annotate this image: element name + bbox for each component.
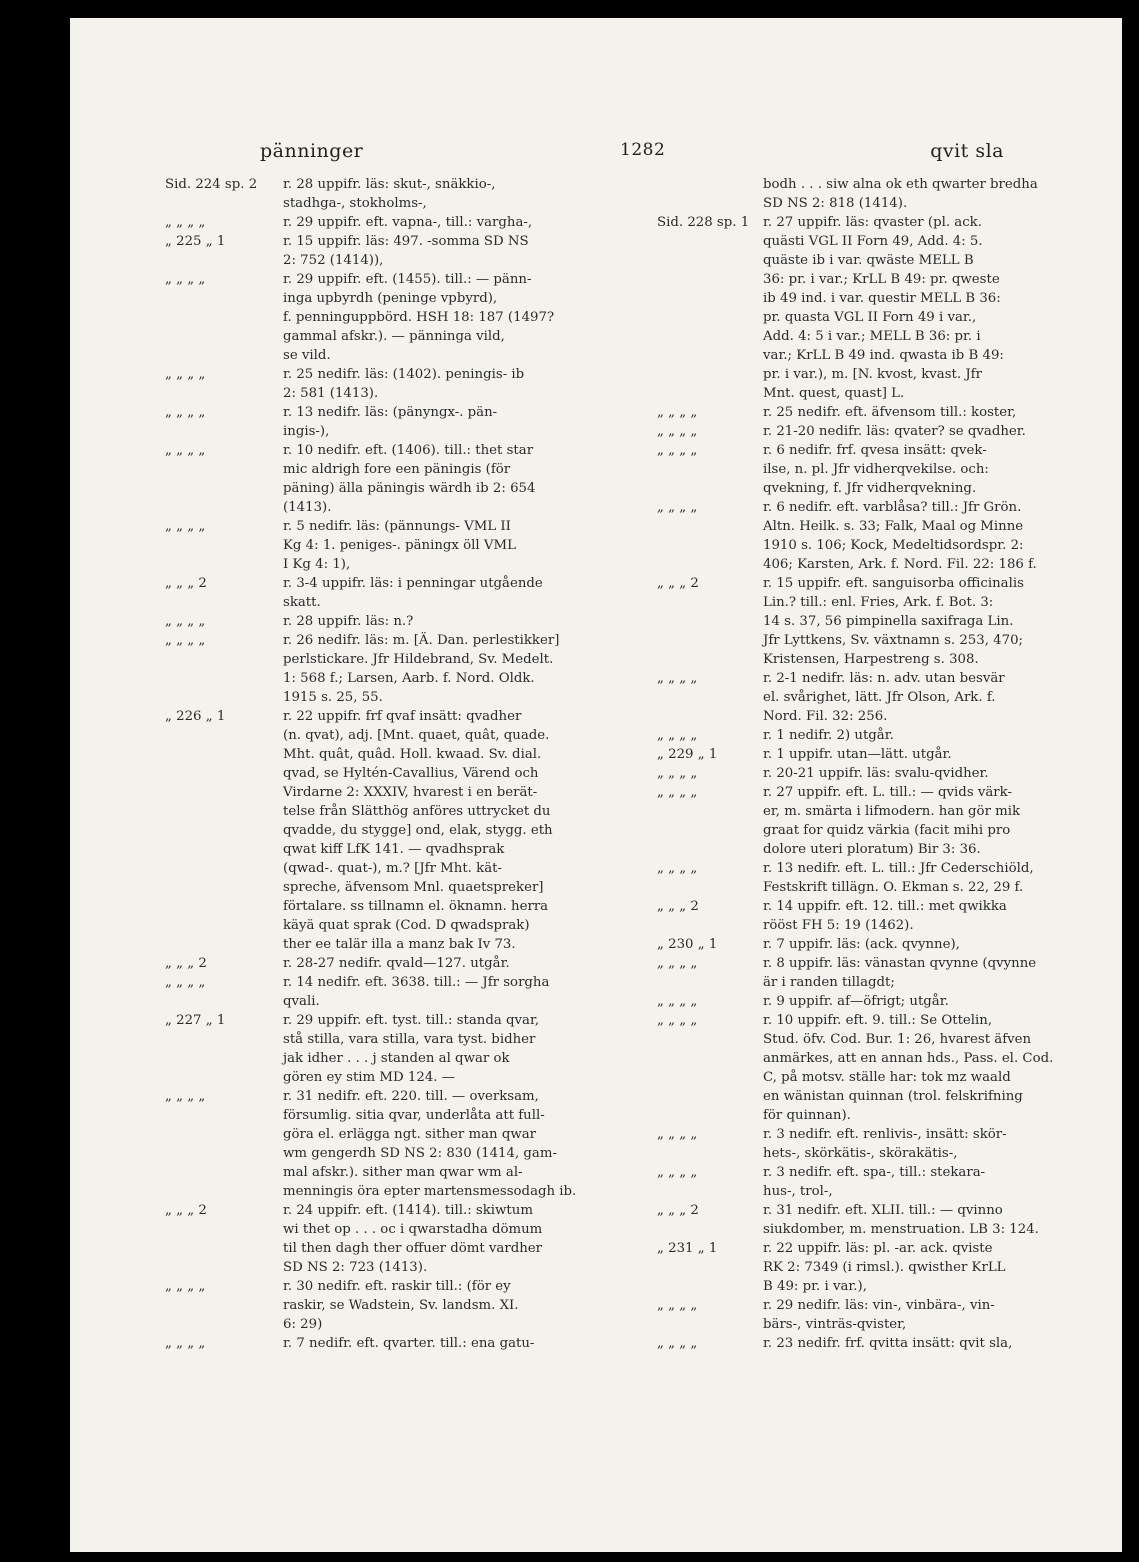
entry-line: skatt.: [283, 595, 321, 610]
entry-line: qvali.: [283, 994, 320, 1009]
entry-reference: „ „ „ „: [657, 443, 698, 458]
entry-line: C, på motsv. ställe har: tok mz waald: [763, 1070, 1011, 1085]
entry-reference: „ „ „ 2: [657, 1203, 699, 1218]
entry-line: r. 3 nedifr. eft. spa-, till.: stekara-: [763, 1165, 986, 1180]
entry-line: B 49: pr. i var.),: [763, 1279, 867, 1294]
entry-line: r. 27 uppifr. eft. L. till.: — qvids värk-: [763, 785, 1012, 800]
correction-entry: [657, 935, 1097, 954]
entry-text: [763, 1334, 1097, 1353]
entry-line: stadhga-, stokholms-,: [283, 196, 427, 211]
entry-reference: „ „ „ „: [657, 1298, 698, 1313]
entry-line: r. 1 nedifr. 2) utgår.: [763, 728, 894, 743]
entry-reference: „ „ „ „: [657, 1127, 698, 1142]
entry-text: [763, 441, 1097, 498]
entry-text: [763, 1296, 1097, 1334]
entry-reference: „ „ „ 2: [165, 576, 207, 591]
entry-line: r. 31 nedifr. eft. 220. till. — overksam,: [283, 1089, 539, 1104]
entry-reference: „ „ „ „: [165, 1336, 206, 1351]
entry-line: käyä quat sprak (Cod. D qwadsprak): [283, 918, 530, 933]
entry-text: [283, 1011, 670, 1087]
correction-entry: [165, 612, 670, 631]
entry-reference: „ „ „ „: [165, 367, 206, 382]
entry-line: ib 49 ind. i var. questir MELL B 36:: [763, 291, 1001, 306]
entry-text: [763, 1201, 1097, 1239]
entry-reference: „ „ „ „: [165, 405, 206, 420]
entry-line: r. 23 nedifr. frf. qvitta insätt: qvit sla,: [763, 1336, 1013, 1351]
page: [70, 18, 1122, 1552]
correction-entry: [657, 422, 1097, 441]
entry-reference: „ „ „ „: [165, 1279, 206, 1294]
entry-reference: „ „ „ „: [657, 956, 698, 971]
entry-line: er, m. smärta i lifmodern. han gör mik: [763, 804, 1021, 819]
correction-entry: [165, 973, 670, 1011]
entry-line: bodh . . . siw alna ok eth qwarter bredha: [763, 177, 1038, 192]
correction-entry: [657, 1125, 1097, 1163]
correction-entry: [165, 403, 670, 441]
entry-reference: „ „ „ „: [165, 519, 206, 534]
entry-line: stå stilla, vara stilla, vara tyst. bidher: [283, 1032, 536, 1047]
entry-reference: „ „ „ „: [165, 633, 206, 648]
entry-line: r. 3-4 uppifr. läs: i penningar utgående: [283, 576, 543, 591]
entry-text: [763, 669, 1097, 726]
entry-line: anmärkes, att en annan hds., Pass. el. Cod.: [763, 1051, 1054, 1066]
entry-text: [763, 175, 1097, 213]
entry-line: päning) älla päningis wärdh ib 2: 654: [283, 481, 536, 496]
correction-entry: [657, 745, 1097, 764]
entry-line: r. 28 uppifr. läs: skut-, snäkkio-,: [283, 177, 496, 192]
entry-line: f. penninguppbörd. HSH 18: 187 (1497?: [283, 310, 555, 325]
correction-entry: [165, 441, 670, 517]
entry-line: r. 20-21 uppifr. läs: svalu-qvidher.: [763, 766, 989, 781]
entry-line: gören ey stim MD 124. —: [283, 1070, 456, 1085]
entry-reference: „ „ „ „: [657, 671, 698, 686]
entry-line: för quinnan).: [763, 1108, 851, 1123]
correction-entry: [657, 783, 1097, 859]
entry-line: I Kg 4: 1),: [283, 557, 351, 572]
correction-entry: [657, 441, 1097, 498]
entry-line: en wänistan quinnan (trol. felskrifning: [763, 1089, 1023, 1104]
entry-line: RK 2: 7349 (i rimsl.). qwisther KrLL: [763, 1260, 1006, 1275]
entry-reference: „ 226 „ 1: [165, 709, 226, 724]
correction-entry: [657, 859, 1097, 897]
entry-line: qvekning, f. Jfr vidherqvekning.: [763, 481, 977, 496]
entry-line: rööst FH 5: 19 (1462).: [763, 918, 914, 933]
entry-text: [283, 1201, 670, 1277]
entry-text: [763, 1239, 1097, 1296]
entry-reference: „ „ „ „: [657, 861, 698, 876]
entry-line: qvadde, du stygge] ond, elak, stygg. eth: [283, 823, 553, 838]
entry-line: r. 30 nedifr. eft. raskir till.: (för ey: [283, 1279, 511, 1294]
correction-entry: [165, 365, 670, 403]
entry-line: ingis-),: [283, 424, 330, 439]
entry-line: r. 28 uppifr. läs: n.?: [283, 614, 414, 629]
entry-line: (1413).: [283, 500, 332, 515]
entry-line: r. 14 nedifr. eft. 3638. till.: — Jfr sorgha: [283, 975, 550, 990]
entry-text: [283, 365, 670, 403]
entry-line: Virdarne 2: XXXIV, hvarest i en berät-: [283, 785, 538, 800]
entry-line: r. 25 nedifr. läs: (1402). peningis- ib: [283, 367, 525, 382]
entry-line: är i randen tillagdt;: [763, 975, 895, 990]
correction-entry: [165, 1334, 670, 1353]
entry-line: ilse, n. pl. Jfr vidherqvekilse. och:: [763, 462, 989, 477]
correction-entry: [657, 954, 1097, 992]
entry-line: r. 27 uppifr. läs: qvaster (pl. ack.: [763, 215, 982, 230]
correction-entry: [165, 517, 670, 574]
entry-line: Lin.? till.: enl. Fries, Ark. f. Bot. 3:: [763, 595, 994, 610]
entry-reference: „ „ „ „: [165, 1089, 206, 1104]
entry-line: menningis öra epter martensmessodagh ib.: [283, 1184, 577, 1199]
correction-entry: [657, 175, 1097, 213]
correction-entry: [165, 175, 670, 213]
entry-line: r. 29 uppifr. eft. vapna-, till.: vargha-,: [283, 215, 533, 230]
entry-reference: „ „ „ „: [657, 785, 698, 800]
running-head-right: qvit sla: [930, 140, 1004, 162]
entry-text: [283, 1087, 670, 1201]
entry-reference: „ „ „ „: [657, 1013, 698, 1028]
entry-line: mic aldrigh fore een päningis (för: [283, 462, 511, 477]
entry-text: [283, 707, 670, 954]
entry-line: 1910 s. 106; Kock, Medeltidsordspr. 2:: [763, 538, 1024, 553]
entry-line: r. 13 nedifr. läs: (pänyngx-. pän-: [283, 405, 498, 420]
entry-line: r. 3 nedifr. eft. renlivis-, insätt: skör-: [763, 1127, 1007, 1142]
entry-reference: „ „ „ 2: [657, 899, 699, 914]
entry-line: r. 13 nedifr. eft. L. till.: Jfr Cederschiöld,: [763, 861, 1034, 876]
entry-text: [763, 403, 1097, 422]
entry-text: [763, 954, 1097, 992]
entry-reference: „ 225 „ 1: [165, 234, 226, 249]
correction-entry: [657, 1239, 1097, 1296]
correction-entry: [657, 1011, 1097, 1125]
correction-entry: [657, 403, 1097, 422]
entry-reference: „ „ „ „: [165, 215, 206, 230]
entry-text: [763, 1163, 1097, 1201]
entry-reference: Sid. 224 sp. 2: [165, 177, 258, 192]
entry-line: Kg 4: 1. peniges-. päningx öll VML: [283, 538, 516, 553]
entry-line: r. 6 nedifr. frf. qvesa insätt: qvek-: [763, 443, 987, 458]
entry-line: r. 10 uppifr. eft. 9. till.: Se Ottelin,: [763, 1013, 993, 1028]
entry-line: r. 28-27 nedifr. qvald—127. utgår.: [283, 956, 510, 971]
entry-text: [763, 1125, 1097, 1163]
correction-entry: [165, 707, 670, 954]
entry-line: r. 15 uppifr. eft. sanguisorba officinalis: [763, 576, 1024, 591]
entry-text: [283, 1277, 670, 1334]
entry-reference: „ „ „ „: [165, 614, 206, 629]
correction-entry: [165, 1011, 670, 1087]
entry-text: [763, 764, 1097, 783]
entry-text: [283, 175, 670, 213]
entry-line: 6: 29): [283, 1317, 323, 1332]
correction-entry: [165, 1201, 670, 1277]
entry-line: r. 1 uppifr. utan—lätt. utgår.: [763, 747, 952, 762]
entry-line: Add. 4: 5 i var.; MELL B 36: pr. i: [763, 329, 981, 344]
correction-entry: [657, 726, 1097, 745]
running-head-left: pänninger: [260, 140, 364, 162]
entry-line: r. 7 nedifr. eft. qvarter. till.: ena gatu-: [283, 1336, 535, 1351]
correction-entry: [165, 232, 670, 270]
page-number: 1282: [620, 140, 666, 160]
entry-reference: [657, 175, 763, 213]
entry-reference: „ „ „ „: [165, 975, 206, 990]
entry-line: SD NS 2: 723 (1413).: [283, 1260, 428, 1275]
entry-line: 1: 568 f.; Larsen, Aarb. f. Nord. Oldk.: [283, 671, 535, 686]
entry-line: jak idher . . . j standen al qwar ok: [283, 1051, 510, 1066]
entry-line: el. svårighet, lätt. Jfr Olson, Ark. f.: [763, 690, 996, 705]
entry-line: hets-, skörkätis-, skörakätis-,: [763, 1146, 958, 1161]
entry-line: (n. qvat), adj. [Mnt. quaet, quât, quade.: [283, 728, 550, 743]
entry-line: r. 22 uppifr. läs: pl. -ar. ack. qviste: [763, 1241, 993, 1256]
correction-entry: [657, 897, 1097, 935]
correction-entry: [657, 669, 1097, 726]
entry-line: Jfr Lyttkens, Sv. växtnamn s. 253, 470;: [763, 633, 1024, 648]
entry-text: [283, 213, 670, 232]
entry-line: quäste ib i var. qwäste MELL B: [763, 253, 974, 268]
entry-reference: „ „ „ 2: [657, 576, 699, 591]
correction-entry: [165, 954, 670, 973]
entry-text: [763, 498, 1097, 574]
entry-reference: „ 230 „ 1: [657, 937, 718, 952]
entry-line: spreche, äfvensom Mnl. quaetspreker]: [283, 880, 544, 895]
entry-text: [283, 631, 670, 707]
entry-reference: „ „ „ „: [657, 405, 698, 420]
entry-line: r. 21-20 nedifr. läs: qvater? se qvadher.: [763, 424, 1026, 439]
entry-reference: „ „ „ „: [657, 500, 698, 515]
entry-line: qvad, se Hyltén-Cavallius, Värend och: [283, 766, 539, 781]
entry-text: [283, 270, 670, 365]
entry-line: försumlig. sitia qvar, underlåta att full-: [283, 1108, 545, 1123]
entry-line: Altn. Heilk. s. 33; Falk, Maal og Minne: [763, 519, 1024, 534]
entry-line: mal afskr.). sither man qwar wm al-: [283, 1165, 523, 1180]
entry-line: til then dagh ther offuer dömt vardher: [283, 1241, 543, 1256]
entry-text: [283, 517, 670, 574]
entry-line: r. 29 uppifr. eft. tyst. till.: standa qvar,: [283, 1013, 540, 1028]
entry-reference: „ 227 „ 1: [165, 1013, 226, 1028]
correction-entry: [165, 631, 670, 707]
entry-reference: „ „ „ „: [657, 424, 698, 439]
entry-text: [763, 422, 1097, 441]
entry-line: se vild.: [283, 348, 331, 363]
entry-line: wm gengerdh SD NS 2: 830 (1414, gam-: [283, 1146, 557, 1161]
entry-text: [283, 403, 670, 441]
entry-line: r. 8 uppifr. läs: vänastan qvynne (qvynne: [763, 956, 1037, 971]
entry-line: r. 22 uppifr. frf qvaf insätt: qvadher: [283, 709, 522, 724]
entry-line: hus-, trol-,: [763, 1184, 833, 1199]
entry-line: r. 14 uppifr. eft. 12. till.: met qwikka: [763, 899, 1007, 914]
entry-line: Kristensen, Harpestreng s. 308.: [763, 652, 979, 667]
correction-entry: [165, 213, 670, 232]
entry-text: [283, 612, 670, 631]
entry-text: [763, 213, 1097, 403]
entry-text: [763, 859, 1097, 897]
entry-line: graat for quidz värkia (facit mihi pro: [763, 823, 1011, 838]
entry-line: r. 24 uppifr. eft. (1414). till.: skiwtum: [283, 1203, 533, 1218]
entry-line: quästi VGL II Forn 49, Add. 4: 5.: [763, 234, 983, 249]
entry-text: [283, 574, 670, 612]
entry-reference: „ 229 „ 1: [657, 747, 718, 762]
entry-line: SD NS 2: 818 (1414).: [763, 196, 908, 211]
entry-reference: „ „ „ „: [657, 1165, 698, 1180]
entry-line: ther ee talär illa a manz bak Iv 73.: [283, 937, 516, 952]
correction-entry: [657, 764, 1097, 783]
entry-line: (qwad-. quat-), m.? [Jfr Mht. kät-: [283, 861, 502, 876]
entry-line: r. 25 nedifr. eft. äfvensom till.: koster,: [763, 405, 1017, 420]
entry-line: Mnt. quest, quast] L.: [763, 386, 905, 401]
correction-entry: [165, 270, 670, 365]
entry-line: Festskrift tillägn. O. Ekman s. 22, 29 f.: [763, 880, 1024, 895]
entry-line: Nord. Fil. 32: 256.: [763, 709, 888, 724]
entry-line: r. 10 nedifr. eft. (1406). till.: thet star: [283, 443, 534, 458]
entry-text: [283, 441, 670, 517]
entry-line: wi thet op . . . oc i qwarstadha dömum: [283, 1222, 543, 1237]
entry-line: gammal afskr.). — pänninga vild,: [283, 329, 505, 344]
entry-line: r. 31 nedifr. eft. XLII. till.: — qvinno: [763, 1203, 1003, 1218]
entry-line: r. 6 nedifr. eft. varblåsa? till.: Jfr Grön.: [763, 500, 1022, 515]
entry-line: perlstickare. Jfr Hildebrand, Sv. Medelt.: [283, 652, 554, 667]
entry-line: pr. i var.), m. [N. kvost, kvast. Jfr: [763, 367, 982, 382]
correction-entry: [657, 1163, 1097, 1201]
entry-line: var.; KrLL B 49 ind. qwasta ib B 49:: [763, 348, 1004, 363]
entry-line: r. 9 uppifr. af—öfrigt; utgår.: [763, 994, 949, 1009]
entry-line: Mht. quât, quâd. Holl. kwaad. Sv. dial.: [283, 747, 542, 762]
entry-line: inga upbyrdh (peninge vpbyrd),: [283, 291, 498, 306]
entry-line: 2: 752 (1414)),: [283, 253, 384, 268]
entry-text: [763, 935, 1097, 954]
entry-line: 36: pr. i var.; KrLL B 49: pr. qweste: [763, 272, 1000, 287]
entry-line: r. 29 uppifr. eft. (1455). till.: — pänn-: [283, 272, 532, 287]
entry-text: [763, 745, 1097, 764]
entry-line: qwat kiff LfK 141. — qvadhsprak: [283, 842, 505, 857]
entry-line: 406; Karsten, Ark. f. Nord. Fil. 22: 186 f.: [763, 557, 1037, 572]
entry-reference: „ „ „ „: [657, 994, 698, 1009]
entry-text: [283, 973, 670, 1011]
entry-line: r. 26 nedifr. läs: m. [Ä. Dan. perlestikker]: [283, 633, 560, 648]
entry-line: 14 s. 37, 56 pimpinella saxifraga Lin.: [763, 614, 1014, 629]
entry-line: r. 29 nedifr. läs: vin-, vinbära-, vin-: [763, 1298, 995, 1313]
entry-reference: „ „ „ 2: [165, 956, 207, 971]
left-column: [165, 175, 670, 1353]
entry-text: [283, 954, 670, 973]
entry-line: r. 5 nedifr. läs: (pännungs- VML II: [283, 519, 511, 534]
right-column: [657, 175, 1097, 1353]
entry-text: [763, 1011, 1097, 1125]
entry-reference: „ „ „ „: [657, 766, 698, 781]
correction-entry: [657, 1296, 1097, 1334]
entry-text: [763, 783, 1097, 859]
entry-line: göra el. erlägga ngt. sither man qwar: [283, 1127, 536, 1142]
entry-line: dolore uteri ploratum) Bir 3: 36.: [763, 842, 981, 857]
entry-line: Stud. öfv. Cod. Bur. 1: 26, hvarest äfven: [763, 1032, 1032, 1047]
entry-text: [763, 897, 1097, 935]
entry-line: pr. quasta VGL II Forn 49 i var.,: [763, 310, 977, 325]
entry-reference: „ „ „ „: [657, 1336, 698, 1351]
correction-entry: [657, 1201, 1097, 1239]
correction-entry: [657, 574, 1097, 669]
entry-line: r. 2-1 nedifr. läs: n. adv. utan besvär: [763, 671, 1005, 686]
entry-line: förtalare. ss tillnamn el. öknamn. herra: [283, 899, 549, 914]
correction-entry: [657, 992, 1097, 1011]
entry-reference: „ „ „ „: [657, 728, 698, 743]
correction-entry: [657, 498, 1097, 574]
entry-reference: Sid. 228 sp. 1: [657, 215, 750, 230]
correction-entry: [165, 1277, 670, 1334]
entry-line: telse från Slätthög anföres uttrycket du: [283, 804, 551, 819]
entry-line: r. 7 uppifr. läs: (ack. qvynne),: [763, 937, 960, 952]
entry-line: 2: 581 (1413).: [283, 386, 379, 401]
correction-entry: [165, 1087, 670, 1201]
correction-entry: [165, 574, 670, 612]
entry-reference: „ „ „ 2: [165, 1203, 207, 1218]
entry-text: [283, 1334, 670, 1353]
correction-entry: [657, 213, 1097, 403]
entry-text: [763, 726, 1097, 745]
entry-line: 1915 s. 25, 55.: [283, 690, 383, 705]
entry-line: raskir, se Wadstein, Sv. landsm. XI.: [283, 1298, 519, 1313]
entry-line: siukdomber, m. menstruation. LB 3: 124.: [763, 1222, 1039, 1237]
entry-text: [763, 574, 1097, 669]
correction-entry: [657, 1334, 1097, 1353]
entry-reference: „ „ „ „: [165, 443, 206, 458]
entry-reference: „ 231 „ 1: [657, 1241, 718, 1256]
entry-text: [763, 992, 1097, 1011]
entry-reference: „ „ „ „: [165, 272, 206, 287]
entry-line: r. 15 uppifr. läs: 497. -somma SD NS: [283, 234, 529, 249]
entry-text: [283, 232, 670, 270]
entry-line: bärs-, vinträs-qvister,: [763, 1317, 907, 1332]
